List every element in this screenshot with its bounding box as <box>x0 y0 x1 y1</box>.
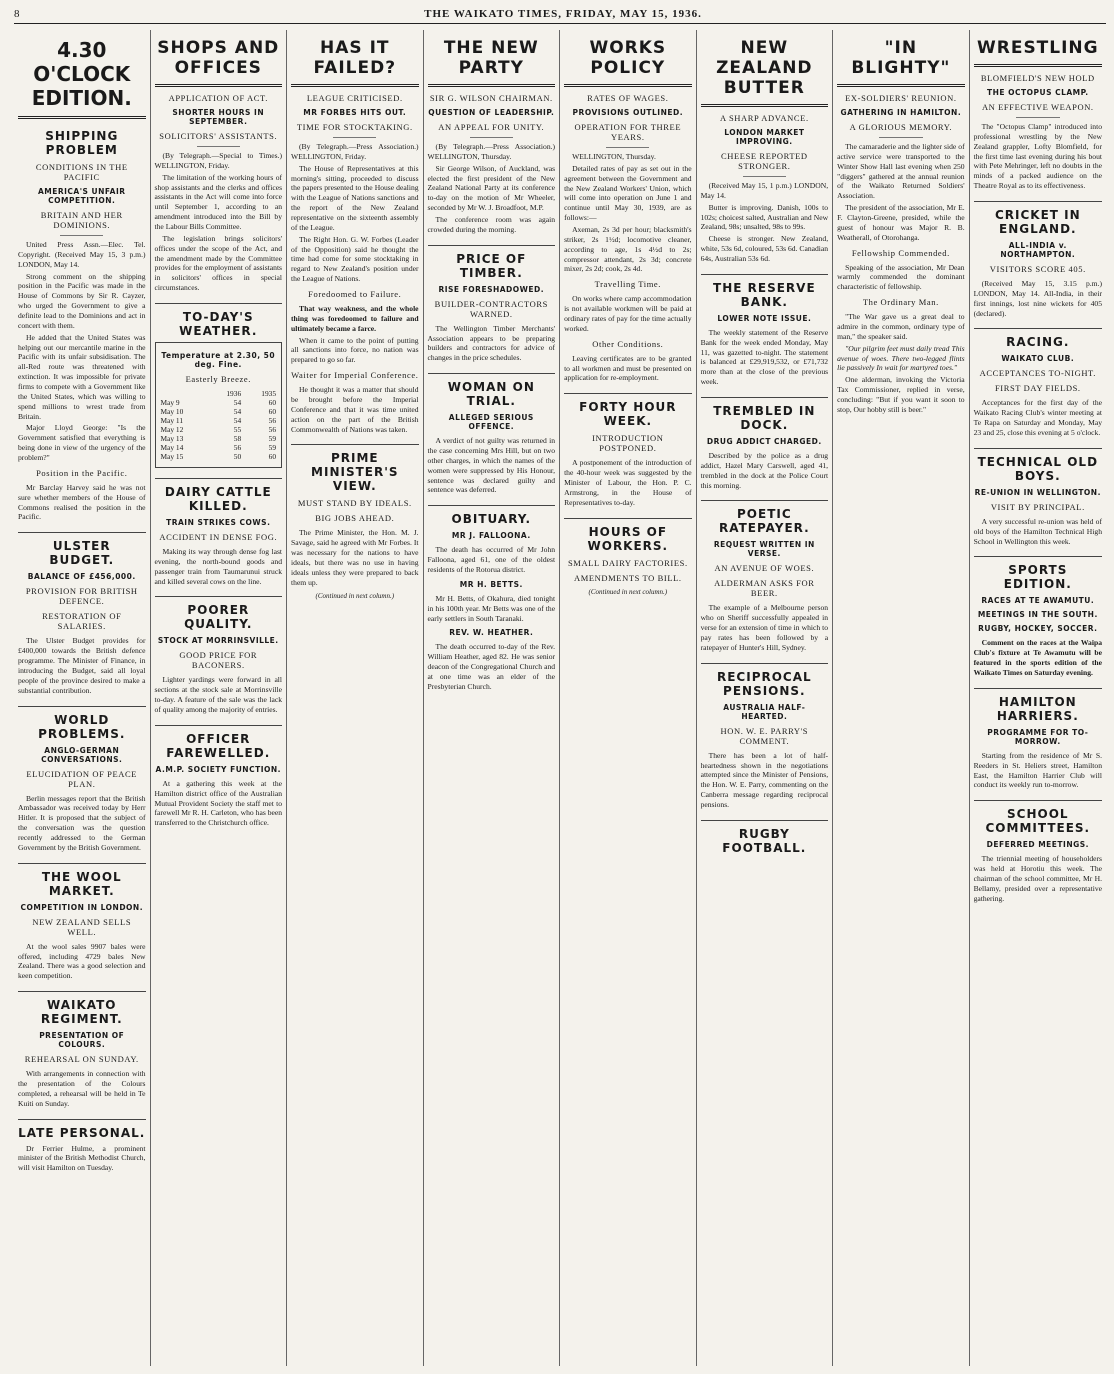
subhead: MUST STAND BY IDEALS. <box>297 498 412 509</box>
article-paragraph: The conference room was again crowded during the morning. <box>427 215 556 234</box>
weather-value: 54 <box>233 407 242 417</box>
newspaper-columns <box>14 30 1106 1366</box>
weather-date: May 10 <box>160 407 184 417</box>
weather-value: 56 <box>233 443 242 453</box>
article-paragraph: Strong comment on the shipping position in the Pacific was made in the House of Commons by Sir R. Cayzer, who urged the Government to give a definite lead to the Dominions and act in concert with them. <box>18 271 146 330</box>
weather-date: May 14 <box>160 443 184 453</box>
continued-note: (Continued in next column.) <box>588 587 668 596</box>
subhead: RE-UNION IN WELLINGTON. <box>974 487 1101 497</box>
subhead: AN EFFECTIVE WEAPON. <box>981 102 1094 112</box>
article-paragraph: On works where camp accommodation is not available workmen will be paid at ordinary rates of pay for the time actually worked. <box>564 294 692 333</box>
headline-cricket-england: CRICKET IN ENGLAND. <box>974 201 1102 236</box>
subhead: SHORTER HOURS IN SEPTEMBER. <box>172 108 265 126</box>
weather-date: May 13 <box>160 434 184 444</box>
article-paragraph: Leaving certificates are to be granted to all workmen and must be presented on application for re-employment. <box>564 353 692 383</box>
column-5 <box>560 30 697 1366</box>
headline-wrestling: WRESTLING <box>974 30 1102 67</box>
article-paragraph: The Wellington Timber Merchants' Association appears to be preparing builders and contractors for advice of changes in the price schedules. <box>427 323 556 363</box>
article-paragraph: When it came to the point of putting all sanctions into force, no nation was prepared to go so far. <box>291 335 419 365</box>
article-paragraph: One alderman, invoking the Victoria Tax Commissioner, replied in verse, concluding: "But if you want it soon to stop, Our hobby still is beer." <box>837 375 965 414</box>
column-7 <box>833 30 970 1366</box>
weather-date: May 11 <box>160 416 184 426</box>
headline-hours-of-workers: HOURS OF WORKERS. <box>564 518 692 553</box>
section-label: Foredoomed to Failure. <box>308 289 402 300</box>
headline-poetic-ratepayer: POETIC RATEPAYER. <box>701 500 829 535</box>
subhead: ANGLO-GERMAN CONVERSATIONS. <box>41 745 123 764</box>
headline-rugby-football: RUGBY FOOTBALL. <box>701 820 829 855</box>
subhead: BUILDER-CONTRACTORS WARNED. <box>434 298 548 319</box>
article-paragraph: The president of the association, Mr E. F. Clayton-Greene, presided, while the guest of honour was Major R. B. Weatherall, of Otorohanga. <box>837 203 965 242</box>
headline-price-of-timber: PRICE OF TIMBER. <box>428 245 556 280</box>
subhead: INTRODUCTION POSTPONED. <box>592 433 664 454</box>
weather-row <box>159 407 279 416</box>
weather-wind: Easterly Breeze. <box>185 374 251 385</box>
subhead: GOOD PRICE FOR BACONERS. <box>179 650 258 671</box>
article-paragraph: Mr H. Betts, of Okahura, died tonight in his 100th year. Mr Betts was one of the early settlers in South Taranaki. <box>427 593 556 623</box>
weather-header-cell: 1936 <box>226 389 242 399</box>
section-label: Travelling Time. <box>594 279 662 290</box>
article-paragraph: The death occurred to-day of the Rev. William Heather, aged 82. He was senior deacon of the Congregational Church and at one time was an elder of the Presbyterian Church. <box>427 642 556 691</box>
subhead: ALLEGED SERIOUS OFFENCE. <box>448 413 534 432</box>
subhead: WAIKATO CLUB. <box>1001 354 1075 364</box>
article-paragraph: Butter is improving. Danish, 100s to 102s; choicest salted, Australian and New Zealand, 98s; unsalted, 98s to 99s. <box>700 202 829 232</box>
article-paragraph: Major Lloyd George: "Is the Government satisfied that everything is being done in view of the urgency of the problem?" <box>18 423 146 463</box>
pull-quote: That way weakness, and the whole thing was foredoomed to failure and ultimately became a farce. <box>291 304 419 333</box>
article-paragraph: Berlin messages report that the British Ambassador was received today by Herr Hitler. It is proposed that the subject of the conversation was the question recently addressed to the German Government by the British Government. <box>18 793 146 852</box>
subhead: QUESTION OF LEADERSHIP. <box>428 108 555 117</box>
article-paragraph: A postponement of the introduction of the 40-hour week was suggested by the Minister of Labour, the Hon. P. C. Armstrong, in the House of Representatives to-day. <box>564 458 692 507</box>
article-paragraph: He thought it was a matter that should be brought before the Imperial Conference and that it was time united action on the part of the British Commonwealth of Nations was taken. <box>291 385 419 434</box>
subhead: AN APPEAL FOR UNITY. <box>438 122 545 132</box>
subhead: PROGRAMME FOR TO-MORROW. <box>987 727 1089 746</box>
headline-late-personal: LATE PERSONAL. <box>18 1119 146 1140</box>
section-label: The Ordinary Man. <box>862 297 939 308</box>
subhead: DEFERRED MEETINGS. <box>986 840 1089 850</box>
column-8 <box>970 30 1106 1366</box>
subhead: VISITORS SCORE 405. <box>989 264 1086 275</box>
article-paragraph: "The War gave us a great deal to admire in the common, ordinary type of man," the speaker said. <box>837 312 965 341</box>
article-paragraph: Lighter yardings were forward in all sections at the stock sale at Morrinsville to-day. A feature of the sale was the lack of quality among the majority of entries. <box>154 675 283 715</box>
subhead: AN AVENUE OF WOES. <box>714 563 815 574</box>
weather-value: 60 <box>268 407 277 417</box>
headline-technical-old-boys: TECHNICAL OLD BOYS. <box>974 448 1102 483</box>
divider <box>743 176 786 177</box>
subhead: BLOMFIELD'S NEW HOLD <box>980 73 1095 83</box>
headline-nz-butter: NEW ZEALAND BUTTER <box>701 30 829 107</box>
weather-temperature: Temperature at 2.30, 50 deg. Fine. <box>161 351 276 370</box>
weather-row <box>159 452 279 461</box>
headline-school-committees: SCHOOL COMMITTEES. <box>974 800 1102 835</box>
article-paragraph: Axeman, 2s 3d per hour; blacksmith's striker, 2s 1½d; locomotive cleaner, according to age, 1s 4½d to 2s; compressor attendant, 2s 3d; concrete mixer, 2s 2d; cook, 2s 4d. <box>564 225 692 274</box>
divider <box>606 147 649 148</box>
headline-weather: TO-DAY'S WEATHER. <box>155 303 283 338</box>
divider <box>879 137 922 138</box>
weather-date: May 9 <box>160 398 180 408</box>
article-paragraph: The example of a Melbourne person who on Sheriff successfully appealed in verse for an extension of time in which to pay rates has been followed by a ratepayer of Hunter's Hill, Sydney. <box>700 603 829 652</box>
divider <box>470 137 513 138</box>
article-paragraph: Cheese is stronger. New Zealand, white, 53s 6d, coloured, 53s 6d. Canadian 64s, Australian 53s 6d. <box>700 234 829 264</box>
headline-obituary: OBITUARY. <box>428 505 556 526</box>
subhead: RUGBY, HOCKEY, SOCCER. <box>978 624 1098 634</box>
headline-shipping: SHIPPING PROBLEM <box>45 129 119 157</box>
article-paragraph: Comment on the races at the Waipa Club's fixture at Te Awamutu will be featured in the sports edition of the Waikato Times on Saturday evening. <box>973 638 1102 678</box>
subhead: A SHARP ADVANCE. <box>719 113 809 123</box>
divider <box>333 137 376 138</box>
weather-row <box>159 443 279 452</box>
headline-reserve-bank: THE RESERVE BANK. <box>701 274 829 309</box>
newspaper-title: THE WAIKATO TIMES, FRIDAY, MAY 15, 1936. <box>424 7 702 20</box>
article-paragraph: At the wool sales 9907 bales were offered, including 4729 bales New Zealand. There was a good selection and keen competition. <box>18 941 146 981</box>
headline-racing: RACING. <box>974 328 1102 349</box>
headline-prime-minister: PRIME MINISTER'S VIEW. <box>291 444 419 493</box>
subhead: AMERICA'S UNFAIR COMPETITION. <box>37 187 126 205</box>
subhead: PROVISION FOR BRITISH DEFENCE. <box>25 586 138 607</box>
subhead: VISIT BY PRINCIPAL. <box>990 501 1085 512</box>
article-paragraph: At a gathering this week at the Hamilton district office of the Australian Mutual Provident Society the staff met to farewell Mr R. H. Carleton, who has been transferred to the Christchurch office. <box>154 778 283 828</box>
subhead: RATES OF WAGES. <box>587 93 669 103</box>
weather-date: May 15 <box>160 452 184 462</box>
dateline: (By Telegraph.—Press Association.) WELLINGTON, Thursday. <box>427 142 556 161</box>
weather-value: 55 <box>233 425 242 435</box>
subhead: SOLICITORS' ASSISTANTS. <box>159 131 278 141</box>
subhead: ACCIDENT IN DENSE FOG. <box>159 532 278 543</box>
subhead: LEAGUE CRITICISED. <box>306 93 403 103</box>
weather-header-cell: 1935 <box>261 389 277 399</box>
weather-row <box>159 434 279 443</box>
weather-header-row <box>159 389 279 398</box>
subhead: THE OCTOPUS CLAMP. <box>986 88 1089 97</box>
article-paragraph: The death has occurred of Mr John Falloona, aged 61, one of the oldest residents of the Rotorua district. <box>427 545 556 575</box>
section-label: Fellowship Commended. <box>851 247 950 258</box>
column-4 <box>424 30 561 1366</box>
article-paragraph: Dr Ferrier Hulme, a prominent minister of the British Methodist Church, will visit Hamilton on Tuesday. <box>18 1143 146 1173</box>
headline-dairy-cattle: DAIRY CATTLE KILLED. <box>155 478 283 513</box>
subhead: LOWER NOTE ISSUE. <box>717 313 812 323</box>
weather-box <box>155 342 283 468</box>
weather-date: May 12 <box>160 425 184 435</box>
subhead: CHEESE REPORTED STRONGER. <box>721 151 808 171</box>
subhead: AMENDMENTS TO BILL. <box>573 572 682 583</box>
subhead: PRESENTATION OF COLOURS. <box>39 1031 125 1050</box>
dateline: (By Telegraph.—Special to Times.) WELLINGTON, Friday. <box>154 151 283 170</box>
column-1 <box>14 30 151 1366</box>
headline-works-policy: WORKS POLICY <box>564 30 692 87</box>
subhead: REV. W. HEATHER. <box>449 628 534 638</box>
article-paragraph: The limitation of the working hours of shop assistants and the clerks and offices assistants in the Act will come into force until September 1, according to an amendment introduced into the Bill by the Labour Bills Committee. <box>154 172 283 232</box>
weather-value: 59 <box>268 434 277 444</box>
weather-row <box>159 398 279 407</box>
subhead: SMALL DAIRY FACTORIES. <box>567 557 688 568</box>
headline-world-problems: WORLD PROBLEMS. <box>18 706 146 741</box>
column-2 <box>151 30 288 1366</box>
weather-value: 56 <box>268 416 277 426</box>
headline-sports-edition: SPORTS EDITION. <box>974 556 1102 591</box>
headline-poorer-quality: POORER QUALITY. <box>155 596 283 631</box>
subhead: MR J. FALLOONA. <box>451 531 531 541</box>
subhead: ALL-INDIA v. NORTHAMPTON. <box>1000 241 1076 260</box>
headline-officer-farewelled: OFFICER FAREWELLED. <box>155 725 283 760</box>
headline-reciprocal-pensions: RECIPROCAL PENSIONS. <box>701 663 829 698</box>
subhead: A.M.P. SOCIETY FUNCTION. <box>155 764 281 774</box>
subhead: MR FORBES HITS OUT. <box>303 108 407 117</box>
article-paragraph: The House of Representatives at this morning's sitting, proceeded to discuss the papers presented to the House dealing with the League of Nations sanctions and the report of the New Zealand representative on the sixteenth assembly of the League. <box>291 163 419 232</box>
weather-row <box>159 416 279 425</box>
headline-shops-offices: SHOPS AND OFFICES <box>155 30 283 87</box>
subhead: LONDON MARKET IMPROVING. <box>724 128 805 146</box>
article-paragraph: The weekly statement of the Reserve Bank for the week ended Monday, May 11, was gazetted to-night. The statement is balanced at £29,919,532, or £71,732 more than at the close of the previous week. <box>700 327 829 387</box>
verse-quote: "Our pilgrim feet must daily tread This avenue of woes. There two-legged flints lie passively In wait for martyred toes." <box>837 343 965 373</box>
headline-has-it-failed: HAS IT FAILED? <box>291 30 419 87</box>
article-paragraph: A very successful re-union was held of old boys of the Hamilton Technical High School in Wellington this week. <box>973 516 1102 546</box>
subhead: CONDITIONS IN THE PACIFIC <box>35 162 128 182</box>
article-paragraph: A verdict of not guilty was returned in the case concerning Mrs Hill, but on two other charges, in which the names of the women were suppressed by His Honour, sentence was declared guilty and sentence was deferred. <box>427 436 556 495</box>
edition-banner: 4.30 O'CLOCK EDITION. <box>18 30 146 119</box>
weather-value: 54 <box>233 416 242 426</box>
subhead: OPERATION FOR THREE YEARS. <box>574 122 682 142</box>
subhead: A GLORIOUS MEMORY. <box>849 122 953 132</box>
subhead: RISE FORESHADOWED. <box>438 284 545 294</box>
subhead: REHEARSAL ON SUNDAY. <box>24 1054 139 1065</box>
headline-trembled-in-dock: TREMBLED IN DOCK. <box>701 397 829 432</box>
subhead: ELUCIDATION OF PEACE PLAN. <box>26 768 138 789</box>
article-paragraph: The Right Hon. G. W. Forbes (Leader of the Opposition) said he thought the time had come for some stocktaking in regard to New Zealand's position under the League of Nations. <box>291 234 419 284</box>
weather-value: 58 <box>233 434 242 444</box>
dateline: WELLINGTON, Thursday. <box>572 152 656 161</box>
weather-value: 60 <box>268 398 277 408</box>
subhead: ACCEPTANCES TO-NIGHT. <box>979 368 1096 379</box>
article-paragraph: With arrangements in connection with the presentation of the Colours completed, a rehearsal will be held in Te Kuiti on Sunday. <box>18 1069 146 1108</box>
section-label: Position in the Pacific. <box>36 467 128 478</box>
article-paragraph: The legislation brings solicitors' offices under the scope of the Act, and the amendment made by the Committee provides for the employment of assistants in solicitors' offices in special circumstances. <box>154 233 283 293</box>
subhead: STOCK AT MORRINSVILLE. <box>157 636 279 646</box>
weather-value: 54 <box>233 398 242 408</box>
divider <box>197 146 240 147</box>
weather-value: 59 <box>268 443 277 453</box>
headline-in-blighty: "IN BLIGHTY" <box>837 30 965 87</box>
subhead: BALANCE OF £456,000. <box>27 572 136 582</box>
article-paragraph: He added that the United States was helping out our mercantile marine in the Pacific with its unfair subsidisation. The all-Red route was threatened with extinction. It was impossible for private firms to compete with a Government like the United States, which was willing to spend millions to wrest trade from Britain. <box>18 332 146 421</box>
continued-note: (Continued in next column.) <box>315 591 395 600</box>
headline-ulster-budget: ULSTER BUDGET. <box>18 532 146 567</box>
weather-value: 60 <box>268 452 277 462</box>
article-paragraph: The triennial meeting of householders was held at Horotiu this week. The chairman of the school committee, Mr H. Bellamy, presided over a representative gathering. <box>973 854 1102 903</box>
subhead: NEW ZEALAND SELLS WELL. <box>32 916 132 937</box>
weather-value: 56 <box>268 425 277 435</box>
subhead: PROVISIONS OUTLINED. <box>572 108 684 117</box>
masthead <box>14 4 1106 24</box>
section-label: Waiter for Imperial Conference. <box>291 370 419 381</box>
dateline: (By Telegraph.—Press Association.) WELLINGTON, Friday. <box>291 142 419 161</box>
subhead: REQUEST WRITTEN IN VERSE. <box>713 540 815 559</box>
headline-new-party: THE NEW PARTY <box>428 30 556 87</box>
subhead: BIG JOBS AHEAD. <box>315 513 395 524</box>
headline-forty-hour-week: FORTY HOUR WEEK. <box>564 393 692 428</box>
subhead: HON. W. E. PARRY'S COMMENT. <box>720 725 809 746</box>
weather-value: 50 <box>233 452 242 462</box>
subhead: ALDERMAN ASKS FOR BEER. <box>714 578 815 599</box>
subhead: MR H. BETTS. <box>459 579 523 589</box>
headline-woman-on-trial: WOMAN ON TRIAL. <box>428 373 556 408</box>
weather-header-cell <box>159 389 209 398</box>
subhead: MEETINGS IN THE SOUTH. <box>977 610 1098 620</box>
subhead: EX-SOLDIERS' REUNION. <box>845 93 957 103</box>
dateline: United Press Assn.—Elec. Tel. Copyright. (Received May 15, 3 p.m.) LONDON, May 14. <box>18 240 146 269</box>
subhead: GATHERING IN HAMILTON. <box>840 108 962 117</box>
page-number: 8 <box>14 7 20 20</box>
article-paragraph: The camaraderie and the lighter side of active service were transported to the Winter Show Hall last evening when 250 "diggers" gathered at the annual reunion of the Waikato Returned Soldiers' Association. <box>837 142 965 201</box>
subhead: DRUG ADDICT CHARGED. <box>706 437 822 447</box>
divider <box>1016 117 1060 118</box>
subhead: TIME FOR STOCKTAKING. <box>296 122 413 132</box>
subhead: APPLICATION OF ACT. <box>168 93 268 103</box>
article-paragraph: Speaking of the association, Mr Dean warmly commended the dominant characteristic of fellowship. <box>837 262 965 292</box>
subhead: TRAIN STRIKES COWS. <box>166 518 271 528</box>
article-paragraph: Mr Barclay Harvey said he was not sure whether members of the House of Commons realised the position in the Pacific. <box>18 482 146 522</box>
article-paragraph: The Ulster Budget provides for £400,000 towards the British defence programme. The Minister of Finance, in introducing the Budget, said all loyal people of the province desired to make a substantial contribution. <box>18 636 146 695</box>
subhead: AUSTRALIA HALF-HEARTED. <box>723 702 806 721</box>
subhead: FIRST DAY FIELDS. <box>994 383 1081 394</box>
article-paragraph: Detailed rates of pay as set out in the agreement between the Government and the New Zealand Workers' Union, which will come into operation on June 1 and continue until May 30, 1939, are as follows:— <box>564 163 692 223</box>
section-label: Other Conditions. <box>592 338 664 349</box>
article-paragraph: Starting from the residence of Mr S. Reeders in St. Heliers street, Hamilton East, the Hamilton Harrier Club will conduct its weekly run to-morrow. <box>973 750 1102 790</box>
headline-hamilton-harriers: HAMILTON HARRIERS. <box>974 688 1102 723</box>
weather-row <box>159 425 279 434</box>
subhead: BRITAIN AND HER DOMINIONS. <box>40 210 123 230</box>
article-paragraph: Acceptances for the first day of the Waikato Racing Club's winter meeting at Te Rapa on Saturday and Monday, May 23 and 25, close this evening at 5 o'clock. <box>973 398 1102 438</box>
weather-table <box>159 389 279 461</box>
subhead: SIR G. WILSON CHAIRMAN. <box>429 93 553 103</box>
article-paragraph: Described by the police as a drug addict, Hazel Mary Carswell, aged 41, trembled in the dock at the Police Court this morning. <box>700 451 829 490</box>
column-6 <box>697 30 834 1366</box>
article-paragraph: Making its way through dense fog last evening, the north-bound goods and passenger train from Taumarunui struck and killed several cows on the line. <box>154 547 283 586</box>
dateline: (Received May 15, 1 p.m.) LONDON, May 14. <box>700 181 829 200</box>
article-paragraph: Sir George Wilson, of Auckland, was elected the first president of the New Zealand National Party at its conference to-day on the motion of Mr Wheeler, seconded by Mr W. J. Broadfoot, M.P. <box>427 163 556 213</box>
article-paragraph: The Prime Minister, the Hon. M. J. Savage, said he agreed with Mr Forbes. It was necessary for the nations to have ideals, but there was no use in having ideals unless they were prepared to back them up. <box>291 528 419 587</box>
subhead: COMPETITION IN LONDON. <box>20 902 144 912</box>
article-paragraph: (Received May 15, 3.15 p.m.) LONDON, May 14. All-India, in their first innings, lost nine wickets for 405 (declared). <box>973 279 1102 318</box>
headline-wool-market: THE WOOL MARKET. <box>18 863 146 898</box>
subhead: RACES AT TE AWAMUTU. <box>981 596 1095 606</box>
column-3 <box>287 30 424 1366</box>
article-paragraph: There has been a lot of half-heartedness shown in the negotiations attempted since the Minister of Pensions, the Hon. W. E. Parry, commenting on the Canberra message regarding reciprocal pensions. <box>700 750 829 810</box>
subhead: RESTORATION OF SALARIES. <box>42 611 122 632</box>
headline-waikato-regiment: WAIKATO REGIMENT. <box>18 991 146 1026</box>
article-paragraph: The "Octopus Clamp" introduced into professional wrestling by the New Zealand grappler, Lofty Blomfield, for the first time last evening during his bout with Pete Mehringer, left no doubts in the minds of a packed audience on the Theatre Royal as to its effectiveness. <box>973 122 1102 191</box>
divider <box>60 235 103 236</box>
